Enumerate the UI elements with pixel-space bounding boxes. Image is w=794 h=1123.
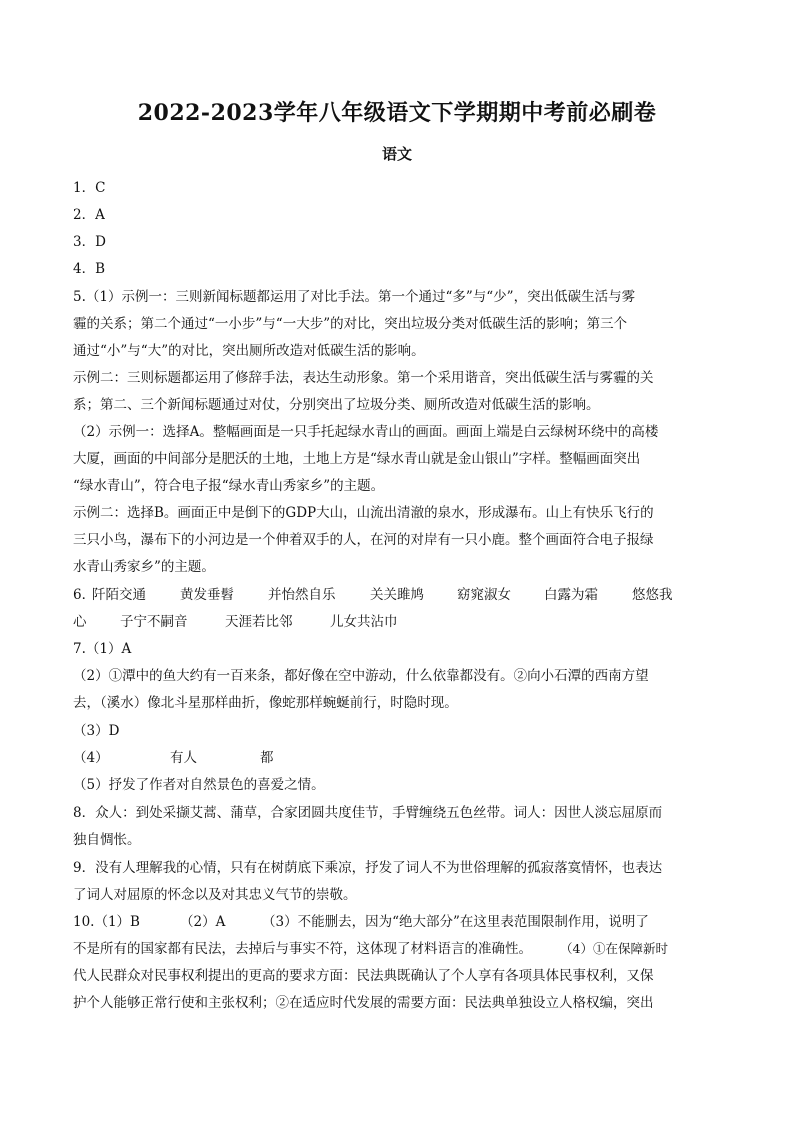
answer-7-2-line: 去，（溪水）像北斗星那样曲折，像蛇那样蜿蜒前行，时隐时现。 [73,695,458,711]
answer-6-word: 窈窕淑女 [457,587,511,603]
page-title: 2022-2023学年八年级语文下学期期中考前必刷卷 [137,100,657,126]
answer-5-line: 示例二：选择B。画面正中是倒下的GDP大山，山流出清澈的泉水，形成瀑布。山上有快乐飞行的 [73,505,654,521]
answer-8-line: 独自惆怅。 [73,832,141,848]
answer-6-number: 6． [73,587,96,603]
answer-5-line: 三只小鸟，瀑布下的小河边是一个伸着双手的人，在河的对岸有一只小鹿。整个画面符合电子报绿 [73,532,654,548]
answer-3: 3．D [73,234,106,250]
answer-7-4-word: 有人 [170,750,197,766]
answer-4: 4．B [73,261,106,277]
page-subtitle: 语文 [381,145,412,163]
answer-10-line: 不是所有的国家都有民法，去掉后与事实不符，这体现了材料语言的准确性。 [73,941,532,957]
answer-5-line: 大厦，画面的中间部分是肥沃的土地，土地上方是“绿水青山就是金山银山”字样。整幅画面突出 [73,451,641,467]
answer-5-line: 水青山秀家乡”的主题。 [73,559,215,575]
answer-7-5: （5）抒发了作者对自然景色的喜爱之情。 [73,777,325,793]
answer-10-2: （2）A [180,914,226,930]
answer-5-line: 示例二：三则标题都运用了修辞手法，表达生动形象。第一个采用谐音，突出低碳生活与雾霾的关 [73,370,654,386]
answer-5-line: 5.（1）示例一：三则新闻标题都运用了对比手法。第一个通过“多”与“少”，突出低碳生活与雾 [73,289,636,305]
answer-6-word: 阡陌交通 [92,587,146,603]
answer-10-1: 10.（1）B [73,914,140,930]
answer-5-line: 通过“小”与“大”的对比，突出厕所改造对低碳生活的影响。 [73,343,425,359]
answer-5-line: 系；第二、三个新闻标题通过对仗，分别突出了垃圾分类、厕所改造对低碳生活的影响。 [73,397,600,413]
answer-7-4-word: 都 [260,750,274,766]
answer-8-line: 8．众人：到处采撷艾蒿、蒲草，合家团圆共度佳节，手臂缠绕五色丝带。词人：因世人淡忘屈原而 [73,805,663,821]
answer-7-1: 7.（1）A [73,641,132,657]
answer-6-word: 悠悠我 [632,587,673,603]
answer-6-word: 天涯若比邻 [225,614,293,630]
answer-7-2-line: （2）①潭中的鱼大约有一百来条，都好像在空中游动，什么依靠都没有。②向小石潭的西南方望 [73,668,649,684]
answer-5-line: 霾的关系；第二个通过“一小步”与“一大步”的对比，突出垃圾分类对低碳生活的影响；第三个 [73,316,628,332]
answer-6-word: 黄发垂髫 [180,587,234,603]
answer-9-line: 了词人对屈原的怀念以及对其忠义气节的崇敬。 [73,887,357,903]
answer-10-line: 代人民群众对民事权利提出的更高的要求方面：民法典既确认了个人享有各项具体民事权利，又保 [73,968,654,984]
answer-10-4-start: （4）①在保障新时 [560,941,668,956]
answer-10-3: （3）不能删去，因为“绝大部分”在这里表范围限制作用，说明了 [262,914,649,930]
answer-2: 2．A [73,207,105,223]
answer-7-3: （3）D [73,723,120,739]
answer-6-word: 并怡然自乐 [268,587,336,603]
answer-6-word: 白露为霜 [544,587,598,603]
answer-10-line: 护个人能够正常行使和主张权利；②在适应时代发展的需要方面：民法典单独设立人格权编，突出 [73,995,654,1011]
answer-6-word: 关关雎鸠 [370,587,424,603]
answer-6-word: 儿女共沾巾 [330,614,398,630]
answer-5-line: “绿水青山”，符合电子报“绿水青山秀家乡”的主题。 [73,478,385,494]
answer-1: 1．C [73,180,106,196]
answer-6-word: 子宁不嗣音 [120,614,188,630]
answer-5-line: （2）示例一：选择A。整幅画面是一只手托起绿水青山的画面。画面上端是白云绿树环绕中的高楼 [73,424,659,440]
answer-6-word: 心 [73,614,87,630]
answer-9-line: 9．没有人理解我的心情，只有在树荫底下乘凉，抒发了词人不为世俗理解的孤寂落寞情怀，也表达 [73,860,663,876]
answer-7-4-label: （4） [73,750,109,766]
